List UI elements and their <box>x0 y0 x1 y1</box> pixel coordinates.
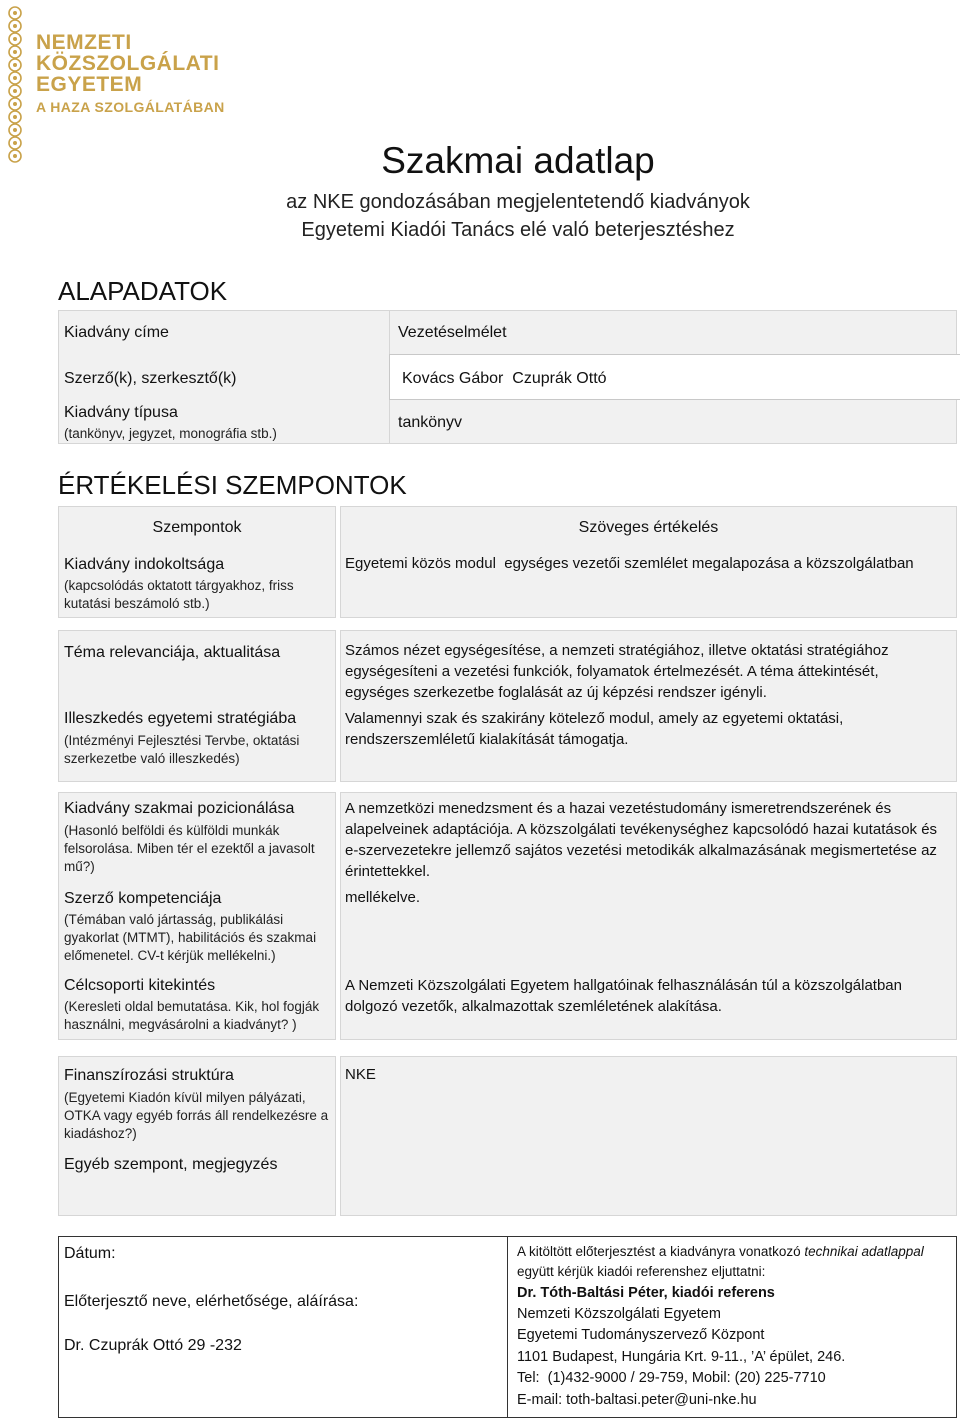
referens-org: Nemzeti Közszolgálati Egyetem <box>517 1306 721 1322</box>
referens-org: Egyetemi Tudományszervező Központ <box>517 1327 765 1343</box>
kompetencia-hint: (Témában való jártasság, publikálási gyakorlat (MTMT), habilitációs és szakmai előmenetel. CV-t kérjük mellékelni.) <box>64 912 317 963</box>
finansz-label: Finanszírozási struktúra <box>64 1067 234 1084</box>
szerzo-value: Kovács Gábor Czuprák Ottó <box>402 370 607 387</box>
page-title: Szakmai adatlap <box>381 140 655 181</box>
kompetencia-value: mellékelve. <box>345 889 421 906</box>
tema-value: Számos nézet egységesítése, a nemzeti stratégiához, illetve oktatási stratégiához egységesíteni a vezetési funkciók, folyamatok értelmezését. A téma áttekintését, egységes szerkezetbe foglalását az új képzési rendszer igényli. <box>345 642 889 701</box>
indokoltsag-hint: (kapcsolódás oktatott tárgyakhoz, friss kutatási beszámoló stb.) <box>64 578 294 611</box>
celcsoport-label: Célcsoporti kitekintés <box>64 977 216 994</box>
instructions-text: együtt kérjük kiadói referenshez eljuttatni: <box>517 1264 766 1279</box>
cim-label: Kiadvány címe <box>64 324 169 341</box>
column-header-szoveges-ertekeles: Szöveges értékelés <box>578 519 719 536</box>
eloterjeszto-label: Előterjesztő neve, elérhetősége, aláírása: <box>64 1293 359 1310</box>
indokoltsag-value: Egyetemi közös modul egységes vezetői szemlélet megalapozása a közszolgálatban <box>345 555 914 572</box>
page-subtitle: Egyetemi Kiadói Tanács elé való beterjesztéshez <box>301 219 735 241</box>
section-heading-alapadatok: ALAPADATOK <box>58 276 228 306</box>
referens-name: Dr. Tóth-Baltási Péter, kiadói referens <box>517 1285 775 1301</box>
illeszkedes-value: Valamennyi szak és szakirány kötelező modul, amely az egyetemi oktatási, rendszerszemléletű kialakítását támogatja. <box>345 710 844 748</box>
finansz-hint: (Egyetemi Kiadón kívül milyen pályázati, OTKA vagy egyéb forrás áll rendelkezésre a kiadáshoz?) <box>64 1090 329 1141</box>
page-subtitle: az NKE gondozásában megjelentetendő kiadványok <box>286 191 750 213</box>
logo-line: NEMZETI <box>36 31 132 54</box>
logo-tagline: A HAZA SZOLGÁLATÁBAN <box>36 99 225 115</box>
illeszkedes-hint: (Intézményi Fejlesztési Tervbe, oktatási szerkezetbe való illeszkedés) <box>64 733 300 766</box>
logo-ornament-icon <box>6 4 24 164</box>
pozicionalas-hint: (Hasonló belföldi és külföldi munkák felsorolása. Miben tér el ezektől a javasolt mű?) <box>64 823 315 874</box>
celcsoport-hint: (Keresleti oldal bemutatása. Kik, hol fogják használni, megvásárolni a kiadványt? ) <box>64 999 320 1032</box>
szerzo-label: Szerző(k), szerkesztő(k) <box>64 370 237 387</box>
cim-value: Vezetéselmélet <box>398 324 507 341</box>
indokoltsag-label: Kiadvány indokoltsága <box>64 556 225 573</box>
finansz-value: NKE <box>345 1066 376 1083</box>
tipus-hint: (tankönyv, jegyzet, monográfia stb.) <box>64 426 277 441</box>
column-header-szempontok: Szempontok <box>152 519 242 536</box>
egyeb-label: Egyéb szempont, megjegyzés <box>64 1156 278 1173</box>
tipus-label: Kiadvány típusa <box>64 404 178 421</box>
tipus-value: tankönyv <box>398 414 463 431</box>
kompetencia-label: Szerző kompetenciája <box>64 890 222 907</box>
evaluation-panel-4 <box>340 1056 957 1216</box>
instructions-italic: technikai adatlappal <box>804 1244 924 1259</box>
pozicionalas-value: A nemzetközi menedzsment és a hazai vezetéstudomány ismeretrendszerének és alapelveinek adaptációja. A közszolgálati tevékenységhez kapcsolódó hazai kutatások és e-szervezetekre jellemző sajátos vezetési metodikák alkalmazásának megismertetése az érintettekkel. <box>345 800 938 880</box>
instructions-text: A kitöltött előterjesztést a kiadványra vonatkozó <box>517 1244 805 1259</box>
logo-line: EGYETEM <box>36 73 143 96</box>
logo-line: KÖZSZOLGÁLATI <box>36 52 220 75</box>
illeszkedes-label: Illeszkedés egyetemi stratégiába <box>64 710 297 727</box>
referens-address: 1101 Budapest, Hungária Krt. 9-11., ’A’ épület, 246. <box>517 1349 846 1365</box>
celcsoport-value: A Nemzeti Közszolgálati Egyetem hallgatóinak felhasználásán túl a közszolgálatban dolgozó vezetők, alkalmazottak szemléletének alakítása. <box>345 977 902 1015</box>
pozicionalas-label: Kiadvány szakmai pozicionálása <box>64 800 295 817</box>
referens-phone: Tel: (1)432-9000 / 29-759, Mobil: (20) 225-7710 <box>517 1370 826 1386</box>
section-heading-ertekelesi-szempontok: ÉRTÉKELÉSI SZEMPONTOK <box>58 470 407 500</box>
footer-divider <box>507 1236 508 1418</box>
university-logo <box>36 32 225 118</box>
eloterjeszto-value: Dr. Czuprák Ottó 29 -232 <box>64 1337 242 1354</box>
tema-label: Téma relevanciája, aktualitása <box>64 644 281 661</box>
submission-instructions <box>517 1242 947 1282</box>
datum-label: Dátum: <box>64 1245 116 1262</box>
referens-email[interactable]: E-mail: toth-baltasi.peter@uni-nke.hu <box>517 1392 757 1408</box>
